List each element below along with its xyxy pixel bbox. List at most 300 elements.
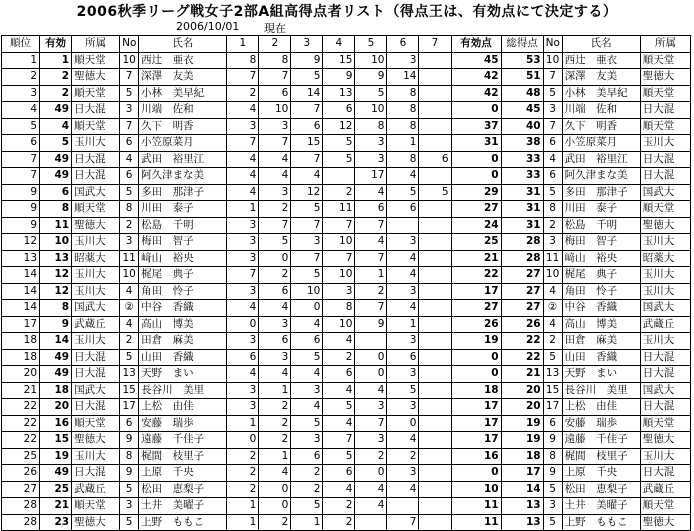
- cell-name: 角田 怜子: [139, 283, 227, 300]
- cell-name: 中谷 香織: [139, 300, 227, 317]
- cell-game-5: 10: [355, 52, 387, 69]
- table-row: [2, 481, 691, 498]
- cell-team-2: 順天堂: [640, 85, 690, 102]
- cell-game-6: 3: [387, 465, 419, 482]
- cell-name: 土井 美曜子: [139, 498, 227, 515]
- cell-game-1: 0: [227, 316, 259, 333]
- cell-game-4: 8: [323, 300, 355, 317]
- cell-name-2: 長谷川 美里: [562, 382, 640, 399]
- cell-number-2: 5: [543, 481, 562, 498]
- cell-effective-rank: 49: [40, 151, 72, 168]
- cell-game-5: 4: [355, 481, 387, 498]
- cell-game-7: [419, 267, 451, 284]
- cell-game-3: 4: [291, 399, 323, 416]
- cell-game-1: 3: [227, 250, 259, 267]
- table-row: [2, 432, 691, 449]
- cell-game-5: 7: [355, 415, 387, 432]
- cell-game-6: 4: [387, 300, 419, 317]
- cell-rank: 7: [2, 151, 40, 168]
- cell-team-2: 玉川大: [640, 267, 690, 284]
- cell-total-points: 33: [501, 168, 543, 185]
- table-row: [2, 85, 691, 102]
- cell-rank: 22: [2, 415, 40, 432]
- cell-game-4: 7: [323, 432, 355, 449]
- cell-rank: 14: [2, 267, 40, 284]
- page-title: 2006秋季リーグ戦女子2部A組高得点者リスト（得点王は、有効点にて決定する）: [76, 4, 618, 20]
- cell-name: 阿久津まな美: [139, 168, 227, 185]
- cell-name: 松田 恵梨子: [139, 481, 227, 498]
- cell-number-2: 3: [543, 102, 562, 119]
- cell-effective-points: 24: [451, 217, 501, 234]
- cell-total-points: 53: [501, 52, 543, 69]
- cell-game-5: 6: [355, 201, 387, 218]
- cell-total-points: 40: [501, 118, 543, 135]
- table-row: [2, 217, 691, 234]
- cell-game-3: 5: [291, 349, 323, 366]
- cell-team: 玉川大: [72, 267, 120, 284]
- cell-game-1: 1: [227, 498, 259, 515]
- table-row: [2, 415, 691, 432]
- cell-number-2: 5: [543, 514, 562, 531]
- cell-name-2: 天野 まい: [562, 366, 640, 383]
- cell-rank: 20: [2, 366, 40, 383]
- cell-number-2: 4: [543, 151, 562, 168]
- cell-game-4: 2: [323, 498, 355, 515]
- cell-game-6: 5: [387, 184, 419, 201]
- cell-rank: 2: [2, 69, 40, 86]
- cell-effective-points: 0: [451, 102, 501, 119]
- cell-name: 小笠原菜月: [139, 135, 227, 152]
- cell-game-4: 6: [323, 366, 355, 383]
- cell-game-6: 3: [387, 283, 419, 300]
- cell-team-2: 玉川大: [640, 234, 690, 251]
- cell-game-2: 0: [259, 481, 291, 498]
- cell-number-2: 7: [543, 118, 562, 135]
- cell-game-2: 2: [259, 201, 291, 218]
- cell-effective-rank: 15: [40, 432, 72, 449]
- cell-name: 梶尾 典子: [139, 267, 227, 284]
- header-game-2: 2: [259, 36, 291, 53]
- table-row: [2, 168, 691, 185]
- cell-rank: 27: [2, 481, 40, 498]
- cell-name-2: 梅田 智子: [562, 234, 640, 251]
- cell-game-4: 10: [323, 316, 355, 333]
- cell-team-2: 武蔵丘: [640, 316, 690, 333]
- cell-game-4: 5: [323, 448, 355, 465]
- cell-game-7: 5: [419, 184, 451, 201]
- cell-effective-rank: 19: [40, 448, 72, 465]
- cell-game-2: 4: [259, 168, 291, 185]
- cell-game-4: 5: [323, 151, 355, 168]
- cell-game-3: 5: [291, 69, 323, 86]
- cell-effective-rank: 49: [40, 349, 72, 366]
- cell-name-2: 山田 香織: [562, 349, 640, 366]
- cell-game-7: [419, 415, 451, 432]
- cell-effective-points: 11: [451, 514, 501, 531]
- cell-name-2: 深澤 友美: [562, 69, 640, 86]
- cell-game-6: 6: [387, 349, 419, 366]
- cell-effective-points: 17: [451, 399, 501, 416]
- cell-game-5: 2: [355, 448, 387, 465]
- cell-number: 4: [120, 151, 139, 168]
- cell-game-3: 5: [291, 201, 323, 218]
- cell-effective-rank: 10: [40, 234, 72, 251]
- cell-game-6: 3: [387, 399, 419, 416]
- cell-game-5: 10: [355, 102, 387, 119]
- cell-number-2: 7: [543, 69, 562, 86]
- cell-effective-rank: 2: [40, 69, 72, 86]
- cell-game-4: 6: [323, 465, 355, 482]
- cell-total-points: 27: [501, 283, 543, 300]
- cell-rank: 28: [2, 514, 40, 531]
- cell-name: 梅田 智子: [139, 234, 227, 251]
- cell-game-1: 2: [227, 85, 259, 102]
- cell-rank: 3: [2, 85, 40, 102]
- cell-game-6: 3: [387, 52, 419, 69]
- cell-total-points: 28: [501, 234, 543, 251]
- header-effective-points: 有効点: [451, 36, 501, 53]
- cell-game-3: 7: [291, 250, 323, 267]
- cell-name-2: 田倉 麻美: [562, 333, 640, 350]
- cell-game-6: 3: [387, 366, 419, 383]
- cell-effective-rank: 23: [40, 514, 72, 531]
- cell-game-1: 3: [227, 382, 259, 399]
- cell-effective-points: 27: [451, 201, 501, 218]
- as-of-label: 現在: [264, 22, 286, 35]
- cell-name: 多田 那津子: [139, 184, 227, 201]
- cell-effective-points: 26: [451, 316, 501, 333]
- cell-game-1: 7: [227, 69, 259, 86]
- cell-game-3: 3: [291, 432, 323, 449]
- cell-effective-rank: 11: [40, 217, 72, 234]
- cell-game-4: 12: [323, 118, 355, 135]
- cell-name-2: 梶尾 典子: [562, 267, 640, 284]
- cell-effective-points: 11: [451, 498, 501, 515]
- cell-game-7: [419, 102, 451, 119]
- cell-effective-rank: 8: [40, 300, 72, 317]
- header-rank: 順位: [2, 36, 40, 53]
- table-row: [2, 514, 691, 531]
- cell-game-4: 5: [323, 399, 355, 416]
- cell-game-1: 4: [227, 151, 259, 168]
- cell-number-2: 10: [543, 52, 562, 69]
- cell-game-2: 1: [259, 382, 291, 399]
- cell-team-2: 聖徳大: [640, 217, 690, 234]
- cell-team: 国武大: [72, 382, 120, 399]
- cell-team: 国武大: [72, 300, 120, 317]
- cell-number-2: 11: [543, 250, 562, 267]
- cell-name: 遠藤 千佳子: [139, 432, 227, 449]
- cell-rank: 7: [2, 168, 40, 185]
- cell-game-4: 4: [323, 333, 355, 350]
- cell-name: 小林 美早紀: [139, 85, 227, 102]
- cell-rank: 6: [2, 135, 40, 152]
- table-row: [2, 399, 691, 416]
- cell-game-5: 5: [355, 85, 387, 102]
- cell-game-1: 4: [227, 184, 259, 201]
- cell-number-2: 10: [543, 267, 562, 284]
- cell-game-5: [355, 514, 387, 531]
- cell-total-points: 22: [501, 333, 543, 350]
- cell-game-7: [419, 432, 451, 449]
- cell-game-6: 8: [387, 102, 419, 119]
- cell-game-3: 0: [291, 300, 323, 317]
- report-date: 2006/10/01: [176, 20, 240, 33]
- cell-game-5: [355, 333, 387, 350]
- cell-game-6: 6: [387, 201, 419, 218]
- cell-team-2: 日大混: [640, 151, 690, 168]
- cell-number: 10: [120, 52, 139, 69]
- cell-rank: 17: [2, 316, 40, 333]
- cell-game-3: 6: [291, 333, 323, 350]
- cell-team-2: 日大混: [640, 399, 690, 416]
- cell-name: 山田 香織: [139, 349, 227, 366]
- table-row: [2, 366, 691, 383]
- cell-name-2: 川田 泰子: [562, 201, 640, 218]
- cell-team-2: 武蔵丘: [640, 481, 690, 498]
- cell-game-3: 9: [291, 52, 323, 69]
- cell-effective-points: 0: [451, 366, 501, 383]
- cell-total-points: 38: [501, 135, 543, 152]
- table-row: [2, 465, 691, 482]
- cell-number: 7: [120, 118, 139, 135]
- cell-game-2: 7: [259, 217, 291, 234]
- cell-rank: 4: [2, 102, 40, 119]
- cell-number: 9: [120, 432, 139, 449]
- cell-game-6: [387, 498, 419, 515]
- cell-effective-rank: 1: [40, 52, 72, 69]
- cell-game-1: 3: [227, 118, 259, 135]
- cell-game-3: 7: [291, 151, 323, 168]
- cell-game-7: [419, 201, 451, 218]
- cell-rank: 26: [2, 465, 40, 482]
- cell-game-3: 14: [291, 85, 323, 102]
- cell-rank: 1: [2, 52, 40, 69]
- cell-number: 5: [120, 184, 139, 201]
- header-name-2: 氏名: [562, 36, 640, 53]
- cell-effective-rank: 13: [40, 250, 72, 267]
- cell-number-2: 5: [543, 85, 562, 102]
- table-body: [2, 52, 691, 531]
- cell-total-points: 51: [501, 69, 543, 86]
- cell-effective-points: 29: [451, 184, 501, 201]
- cell-team-2: 順天堂: [640, 118, 690, 135]
- cell-game-6: 14: [387, 69, 419, 86]
- cell-game-4: 9: [323, 69, 355, 86]
- cell-name: 安藤 瑞歩: [139, 415, 227, 432]
- cell-total-points: 27: [501, 267, 543, 284]
- cell-game-4: 4: [323, 415, 355, 432]
- cell-team: 聖徳大: [72, 69, 120, 86]
- cell-game-4: 2: [323, 349, 355, 366]
- cell-number: 2: [120, 333, 139, 350]
- cell-number: 15: [120, 382, 139, 399]
- cell-game-1: 3: [227, 234, 259, 251]
- cell-team: 順天堂: [72, 201, 120, 218]
- header-team-2: 所属: [640, 36, 690, 53]
- cell-game-5: 8: [355, 118, 387, 135]
- cell-game-4: 11: [323, 201, 355, 218]
- cell-effective-points: 25: [451, 234, 501, 251]
- table-row: [2, 69, 691, 86]
- cell-game-1: 6: [227, 349, 259, 366]
- cell-game-6: 4: [387, 481, 419, 498]
- cell-game-2: 2: [259, 432, 291, 449]
- cell-game-7: [419, 217, 451, 234]
- cell-name-2: 上野 ももこ: [562, 514, 640, 531]
- cell-rank: 22: [2, 432, 40, 449]
- cell-total-points: 48: [501, 85, 543, 102]
- cell-team: 順天堂: [72, 415, 120, 432]
- cell-team-2: 日大混: [640, 366, 690, 383]
- cell-game-1: 4: [227, 366, 259, 383]
- cell-rank: 21: [2, 382, 40, 399]
- cell-game-7: [419, 135, 451, 152]
- cell-game-6: 0: [387, 415, 419, 432]
- cell-team: 日大混: [72, 102, 120, 119]
- cell-team-2: 日大混: [640, 102, 690, 119]
- cell-effective-rank: 18: [40, 382, 72, 399]
- cell-game-1: 3: [227, 283, 259, 300]
- cell-game-5: 1: [355, 267, 387, 284]
- cell-game-6: 1: [387, 316, 419, 333]
- cell-name: 上原 千央: [139, 465, 227, 482]
- cell-game-3: 7: [291, 102, 323, 119]
- cell-game-5: 4: [355, 498, 387, 515]
- cell-game-2: 10: [259, 102, 291, 119]
- cell-game-4: 7: [323, 250, 355, 267]
- cell-total-points: 22: [501, 349, 543, 366]
- cell-game-7: [419, 349, 451, 366]
- cell-team-2: 国武大: [640, 184, 690, 201]
- cell-game-7: [419, 250, 451, 267]
- cell-game-4: 4: [323, 481, 355, 498]
- cell-game-6: 8: [387, 85, 419, 102]
- cell-rank: 9: [2, 217, 40, 234]
- cell-team: 玉川大: [72, 333, 120, 350]
- cell-game-1: 1: [227, 514, 259, 531]
- cell-game-3: 5: [291, 415, 323, 432]
- cell-game-5: 9: [355, 316, 387, 333]
- cell-game-7: [419, 514, 451, 531]
- cell-effective-rank: 2: [40, 85, 72, 102]
- cell-total-points: 27: [501, 300, 543, 317]
- cell-game-6: 8: [387, 118, 419, 135]
- cell-team-2: 玉川大: [640, 135, 690, 152]
- cell-team: 日大混: [72, 366, 120, 383]
- cell-game-2: 3: [259, 118, 291, 135]
- cell-game-2: 4: [259, 151, 291, 168]
- cell-total-points: 14: [501, 481, 543, 498]
- cell-effective-points: 21: [451, 250, 501, 267]
- table-row: [2, 349, 691, 366]
- cell-team-2: 聖徳大: [640, 432, 690, 449]
- cell-game-2: 3: [259, 316, 291, 333]
- cell-number: 3: [120, 102, 139, 119]
- cell-name-2: 安藤 瑞歩: [562, 415, 640, 432]
- cell-game-3: 4: [291, 366, 323, 383]
- cell-team: 順天堂: [72, 118, 120, 135]
- cell-game-3: 10: [291, 283, 323, 300]
- cell-game-2: 6: [259, 333, 291, 350]
- cell-rank: 18: [2, 333, 40, 350]
- cell-game-7: [419, 382, 451, 399]
- cell-game-7: [419, 333, 451, 350]
- cell-effective-points: 19: [451, 333, 501, 350]
- cell-name: 天野 まい: [139, 366, 227, 383]
- cell-team: 国武大: [72, 184, 120, 201]
- cell-team-2: 国武大: [640, 300, 690, 317]
- cell-effective-points: 17: [451, 432, 501, 449]
- cell-rank: 25: [2, 448, 40, 465]
- cell-game-1: 3: [227, 217, 259, 234]
- cell-number: 8: [120, 448, 139, 465]
- cell-game-7: [419, 118, 451, 135]
- cell-number: 7: [120, 69, 139, 86]
- cell-game-4: [323, 168, 355, 185]
- cell-number-2: 6: [543, 135, 562, 152]
- header-game-4: 4: [323, 36, 355, 53]
- cell-number: 3: [120, 498, 139, 515]
- cell-game-6: 1: [387, 135, 419, 152]
- cell-effective-rank: 16: [40, 415, 72, 432]
- cell-game-5: 4: [355, 234, 387, 251]
- cell-game-1: 2: [227, 481, 259, 498]
- cell-game-5: 4: [355, 382, 387, 399]
- cell-total-points: 21: [501, 366, 543, 383]
- cell-team-2: 聖徳大: [640, 514, 690, 531]
- cell-effective-points: 0: [451, 168, 501, 185]
- cell-name: 田倉 麻美: [139, 333, 227, 350]
- cell-name-2: 多田 那津子: [562, 184, 640, 201]
- cell-name: 深澤 友美: [139, 69, 227, 86]
- table-row: [2, 316, 691, 333]
- cell-team-2: 玉川大: [640, 448, 690, 465]
- cell-number-2: ②: [543, 300, 562, 317]
- cell-team: 武蔵丘: [72, 316, 120, 333]
- table-row: [2, 234, 691, 251]
- cell-effective-points: 0: [451, 349, 501, 366]
- table-row: [2, 267, 691, 284]
- cell-total-points: 13: [501, 498, 543, 515]
- cell-effective-rank: 8: [40, 201, 72, 218]
- cell-game-4: 4: [323, 382, 355, 399]
- table-row: [2, 498, 691, 515]
- cell-team: 玉川大: [72, 283, 120, 300]
- header-number-2: No: [543, 36, 562, 53]
- cell-game-2: 0: [259, 250, 291, 267]
- cell-game-1: 4: [227, 102, 259, 119]
- cell-rank: 12: [2, 234, 40, 251]
- cell-game-6: 4: [387, 432, 419, 449]
- cell-team-2: 順天堂: [640, 201, 690, 218]
- cell-number: 9: [120, 465, 139, 482]
- cell-game-5: 0: [355, 349, 387, 366]
- cell-total-points: 18: [501, 448, 543, 465]
- cell-name: 上松 由佳: [139, 399, 227, 416]
- cell-rank: 18: [2, 349, 40, 366]
- cell-game-2: 7: [259, 135, 291, 152]
- cell-number-2: 9: [543, 465, 562, 482]
- cell-game-4: 10: [323, 267, 355, 284]
- cell-game-7: [419, 498, 451, 515]
- cell-team-2: 昭薬大: [640, 250, 690, 267]
- cell-game-1: 3: [227, 399, 259, 416]
- cell-game-2: 6: [259, 283, 291, 300]
- cell-effective-rank: 49: [40, 168, 72, 185]
- cell-team-2: 順天堂: [640, 415, 690, 432]
- table-row: [2, 250, 691, 267]
